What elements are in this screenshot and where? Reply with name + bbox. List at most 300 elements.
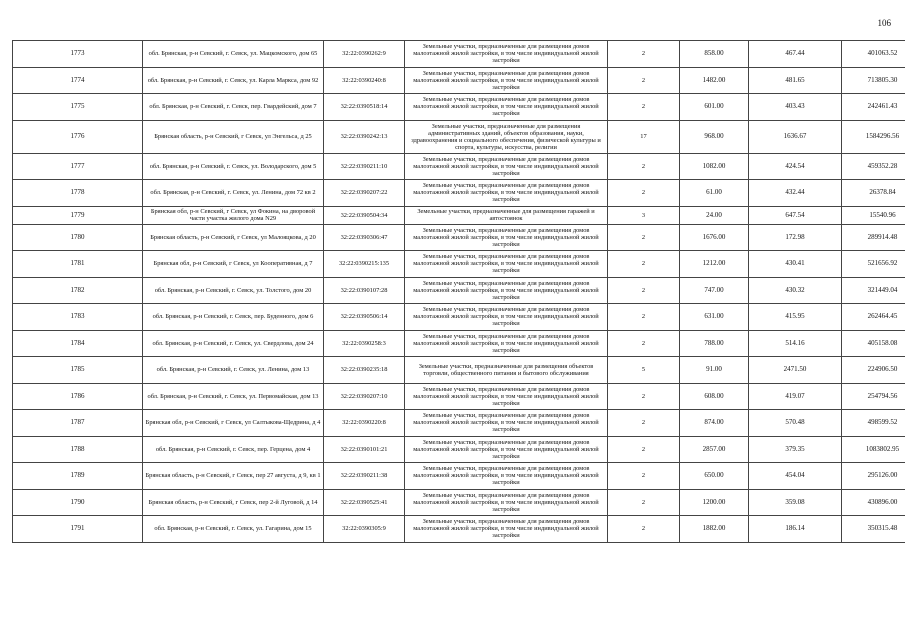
category-cell bbox=[608, 67, 680, 94]
row-number-text: 1787 bbox=[70, 418, 85, 427]
cadastral-number-cell-text: 32:22:0390305:9 bbox=[342, 525, 386, 533]
cadastral-value-cell bbox=[842, 516, 905, 543]
cadastral-value-cell-text: 15540.96 bbox=[869, 210, 896, 219]
specific-value-cell bbox=[749, 120, 842, 153]
address-cell-text: Брянская обл, р-н Севский, г Севск, ул Кооперативная, д 7 bbox=[153, 260, 313, 268]
cadastral-number-cell-text: 32:22:0390207:10 bbox=[340, 392, 388, 400]
row-number bbox=[13, 410, 143, 437]
row-number-text: 1784 bbox=[70, 338, 85, 347]
area-cell bbox=[680, 463, 749, 490]
land-use-cell bbox=[405, 251, 608, 278]
row-number bbox=[13, 489, 143, 516]
cadastral-value-cell-text: 242461.43 bbox=[867, 102, 898, 111]
cadastral-number-cell bbox=[324, 463, 405, 490]
address-cell bbox=[143, 224, 324, 251]
cadastral-value-cell-text: 498599.52 bbox=[867, 418, 898, 427]
cadastral-value-cell bbox=[842, 330, 905, 357]
address-cell-text: обл. Брянская, р-н Севский, г. Севск, ул. Володарского, дом 5 bbox=[149, 162, 317, 170]
land-use-cell bbox=[405, 120, 608, 153]
specific-value-cell-text: 647.54 bbox=[785, 210, 805, 219]
area-cell-text: 601.00 bbox=[704, 102, 724, 111]
land-use-cell bbox=[405, 180, 608, 207]
specific-value-cell bbox=[749, 41, 842, 68]
address-cell-text: обл. Брянская, р-н Севский, г. Севск, ул. Гагарина, дом 15 bbox=[154, 525, 312, 533]
category-cell bbox=[608, 153, 680, 180]
category-cell bbox=[608, 516, 680, 543]
specific-value-cell bbox=[749, 357, 842, 384]
land-use-cell-text: Земельные участки, предназначенные для размещения домов малоэтажной жилой застройки, в том числе индивидуальной жилой застройки bbox=[413, 412, 599, 434]
area-cell bbox=[680, 436, 749, 463]
address-cell bbox=[143, 251, 324, 278]
cadastral-number-cell bbox=[324, 120, 405, 153]
specific-value-cell-text: 379.35 bbox=[785, 444, 805, 453]
category-cell-text: 17 bbox=[640, 133, 647, 140]
cadastral-value-cell bbox=[842, 41, 905, 68]
cadastral-value-cell-text: 401063.52 bbox=[867, 49, 898, 58]
row-number bbox=[13, 277, 143, 304]
cadastral-value-cell bbox=[842, 463, 905, 490]
area-cell-text: 874.00 bbox=[704, 418, 724, 427]
land-use-cell bbox=[405, 67, 608, 94]
table-row bbox=[13, 436, 905, 463]
cadastral-number-cell-text: 32:22:0390258:3 bbox=[342, 339, 386, 347]
category-cell bbox=[608, 94, 680, 121]
area-cell-text: 788.00 bbox=[704, 338, 724, 347]
row-number-text: 1777 bbox=[70, 161, 85, 170]
cadastral-number-cell-text: 32:22:0390506:14 bbox=[340, 313, 388, 321]
specific-value-cell-text: 481.65 bbox=[785, 75, 805, 84]
table-row bbox=[13, 277, 905, 304]
cadastral-value-cell bbox=[842, 277, 905, 304]
table-row bbox=[13, 224, 905, 251]
category-cell-text: 5 bbox=[641, 366, 646, 374]
row-number bbox=[13, 357, 143, 384]
area-cell-text: 1882.00 bbox=[702, 524, 726, 533]
cadastral-value-cell-text: 405158.08 bbox=[867, 338, 898, 347]
area-cell-text: 968.00 bbox=[704, 132, 724, 140]
row-number bbox=[13, 304, 143, 331]
area-cell bbox=[680, 153, 749, 180]
address-cell-text: обл. Брянская, р-н Севский, г. Севск, ул. Карла Маркса, дом 92 bbox=[147, 76, 319, 84]
row-number bbox=[13, 330, 143, 357]
area-cell bbox=[680, 410, 749, 437]
area-cell bbox=[680, 224, 749, 251]
row-number bbox=[13, 383, 143, 410]
cadastral-number-cell-text: 32:22:0390101:21 bbox=[340, 445, 388, 453]
land-use-cell bbox=[405, 410, 608, 437]
category-cell bbox=[608, 180, 680, 207]
cadastral-value-cell-text: 430896.00 bbox=[867, 497, 898, 506]
land-use-cell-text: Земельные участки, предназначенные для размещения домов малоэтажной жилой застройки, в том числе индивидуальной жилой застройки bbox=[413, 155, 599, 177]
address-cell bbox=[143, 304, 324, 331]
row-number bbox=[13, 436, 143, 463]
category-cell-text: 2 bbox=[641, 50, 646, 58]
table-row bbox=[13, 410, 905, 437]
cadastral-number-cell bbox=[324, 251, 405, 278]
cadastral-number-cell bbox=[324, 383, 405, 410]
cadastral-number-cell-text: 32:22:0390518:14 bbox=[340, 103, 388, 111]
category-cell-text: 2 bbox=[641, 189, 646, 197]
land-use-cell bbox=[405, 489, 608, 516]
specific-value-cell-text: 186.14 bbox=[785, 524, 805, 533]
address-cell bbox=[143, 41, 324, 68]
land-use-cell-text: Земельные участки, предназначенные для размещения домов малоэтажной жилой застройки, в том числе индивидуальной жилой застройки bbox=[413, 438, 599, 460]
category-cell-text: 2 bbox=[641, 445, 646, 453]
category-cell bbox=[608, 41, 680, 68]
category-cell bbox=[608, 206, 680, 224]
cadastral-number-cell-text: 32:22:0390207:22 bbox=[340, 189, 388, 197]
cadastral-value-cell-text: 262464.45 bbox=[867, 312, 898, 321]
address-cell-text: Брянская область, р-н Севский, г Севск, ул Энгельса, д 25 bbox=[154, 133, 312, 140]
specific-value-cell-text: 467.44 bbox=[785, 49, 805, 58]
cadastral-value-cell bbox=[842, 153, 905, 180]
land-use-cell bbox=[405, 153, 608, 180]
cadastral-value-cell bbox=[842, 436, 905, 463]
specific-value-cell-text: 454.04 bbox=[785, 471, 805, 480]
category-cell-text: 2 bbox=[641, 419, 646, 427]
cadastral-value-cell-text: 224906.50 bbox=[867, 365, 898, 374]
land-use-cell-text: Земельные участки, предназначенные для размещения домов малоэтажной жилой застройки, в том числе индивидуальной жилой застройки bbox=[413, 279, 599, 301]
category-cell-text: 2 bbox=[641, 313, 646, 321]
area-cell-text: 631.00 bbox=[704, 312, 724, 321]
row-number-text: 1773 bbox=[70, 49, 85, 58]
land-use-cell bbox=[405, 41, 608, 68]
cadastral-number-cell bbox=[324, 304, 405, 331]
cadastral-number-cell bbox=[324, 153, 405, 180]
address-cell-text: Брянская обл, р-н Севский, г Севск, ул Салтыкова-Щедрина, д 4 bbox=[145, 419, 321, 427]
cadastral-number-cell-text: 32:22:0390211:38 bbox=[340, 472, 388, 480]
specific-value-cell bbox=[749, 304, 842, 331]
land-use-cell-text: Земельные участки, предназначенные для размещения административных зданий, объектов образования, науки, здравоохранения и социального обеспечения, физической культуры и спорта, культуры, искусства, религии bbox=[411, 122, 601, 151]
row-number bbox=[13, 67, 143, 94]
cadastral-value-cell bbox=[842, 120, 905, 153]
category-cell bbox=[608, 410, 680, 437]
area-cell bbox=[680, 41, 749, 68]
land-use-cell-text: Земельные участки, предназначенные для размещения домов малоэтажной жилой застройки, в том числе индивидуальной жилой застройки bbox=[413, 306, 599, 328]
row-number-text: 1788 bbox=[70, 444, 85, 453]
cadastral-number-cell-text: 32:22:0390306:47 bbox=[340, 233, 388, 241]
land-use-cell-text: Земельные участки, предназначенные для размещения гаражей и автостоянок bbox=[417, 208, 595, 222]
area-cell-text: 91.00 bbox=[706, 365, 722, 374]
land-use-cell-text: Земельные участки, предназначенные для размещения домов малоэтажной жилой застройки, в том числе индивидуальной жилой застройки bbox=[413, 226, 599, 248]
specific-value-cell bbox=[749, 330, 842, 357]
category-cell bbox=[608, 436, 680, 463]
area-cell-text: 1482.00 bbox=[702, 75, 726, 84]
category-cell bbox=[608, 120, 680, 153]
land-registry-table bbox=[12, 40, 905, 543]
cadastral-value-cell bbox=[842, 67, 905, 94]
row-number bbox=[13, 41, 143, 68]
area-cell bbox=[680, 330, 749, 357]
cadastral-value-cell-text: 1584296.56 bbox=[865, 132, 900, 140]
address-cell bbox=[143, 153, 324, 180]
area-cell bbox=[680, 277, 749, 304]
specific-value-cell bbox=[749, 206, 842, 224]
row-number-text: 1786 bbox=[70, 391, 85, 400]
land-use-cell-text: Земельные участки, предназначенные для размещения домов малоэтажной жилой застройки, в том числе индивидуальной жилой застройки bbox=[413, 96, 599, 118]
table-row bbox=[13, 41, 905, 68]
land-use-cell-text: Земельные участки, предназначенные для размещения домов малоэтажной жилой застройки, в том числе индивидуальной жилой застройки bbox=[413, 182, 599, 204]
specific-value-cell-text: 514.16 bbox=[785, 338, 805, 347]
page-number: 106 bbox=[877, 18, 891, 28]
address-cell-text: обл. Брянская, р-н Севский, г. Севск, ул. Мацкомского, дом 65 bbox=[148, 50, 318, 58]
row-number-text: 1774 bbox=[70, 75, 85, 84]
address-cell-text: Брянская область, р-н Севский, г Севск, пер 27 августа, д 9, кв 1 bbox=[145, 472, 321, 480]
land-use-cell bbox=[405, 224, 608, 251]
cadastral-value-cell-text: 459352.28 bbox=[867, 161, 898, 170]
cadastral-number-cell-text: 32:22:0390262:9 bbox=[342, 50, 386, 58]
cadastral-number-cell bbox=[324, 67, 405, 94]
specific-value-cell-text: 430.32 bbox=[785, 285, 805, 294]
area-cell bbox=[680, 180, 749, 207]
cadastral-number-cell bbox=[324, 224, 405, 251]
table-row bbox=[13, 67, 905, 94]
land-use-cell bbox=[405, 304, 608, 331]
land-use-cell bbox=[405, 206, 608, 224]
area-cell-text: 1082.00 bbox=[702, 161, 726, 170]
category-cell bbox=[608, 357, 680, 384]
row-number bbox=[13, 153, 143, 180]
category-cell bbox=[608, 277, 680, 304]
cadastral-number-cell-text: 32:22:0390220:8 bbox=[342, 419, 386, 427]
category-cell-text: 2 bbox=[641, 472, 646, 480]
row-number bbox=[13, 180, 143, 207]
land-use-cell bbox=[405, 277, 608, 304]
category-cell-text: 3 bbox=[641, 211, 646, 219]
cadastral-number-cell bbox=[324, 436, 405, 463]
address-cell-text: обл. Брянская, р-н Севский, г. Севск, пер. Гвардейский, дом 7 bbox=[149, 103, 317, 111]
row-number bbox=[13, 206, 143, 224]
category-cell bbox=[608, 489, 680, 516]
specific-value-cell bbox=[749, 67, 842, 94]
cadastral-number-cell bbox=[324, 41, 405, 68]
address-cell-text: Брянская область, р-н Севский, г Севск, ул Малояцкова, д 20 bbox=[150, 233, 316, 241]
address-cell bbox=[143, 330, 324, 357]
specific-value-cell bbox=[749, 489, 842, 516]
cadastral-value-cell-text: 295126.00 bbox=[867, 471, 898, 480]
specific-value-cell bbox=[749, 436, 842, 463]
row-number-text: 1790 bbox=[70, 497, 85, 506]
address-cell bbox=[143, 489, 324, 516]
area-cell-text: 61.00 bbox=[706, 188, 722, 197]
table-row bbox=[13, 489, 905, 516]
table-row bbox=[13, 516, 905, 543]
area-cell bbox=[680, 120, 749, 153]
row-number-text: 1791 bbox=[70, 524, 85, 533]
table-row bbox=[13, 120, 905, 153]
cadastral-value-cell bbox=[842, 489, 905, 516]
address-cell bbox=[143, 357, 324, 384]
area-cell bbox=[680, 516, 749, 543]
cadastral-number-cell bbox=[324, 94, 405, 121]
area-cell bbox=[680, 357, 749, 384]
row-number bbox=[13, 251, 143, 278]
cadastral-number-cell bbox=[324, 206, 405, 224]
cadastral-value-cell bbox=[842, 206, 905, 224]
specific-value-cell bbox=[749, 153, 842, 180]
category-cell-text: 2 bbox=[641, 392, 646, 400]
table-row bbox=[13, 383, 905, 410]
land-use-cell bbox=[405, 94, 608, 121]
specific-value-cell-text: 424.54 bbox=[785, 161, 805, 170]
table-row bbox=[13, 304, 905, 331]
land-use-cell-text: Земельные участки, предназначенные для размещения объектов торговли, общественного питания и бытового обслуживания bbox=[418, 362, 594, 377]
cadastral-number-cell-text: 32:22:0390211:10 bbox=[340, 162, 388, 170]
specific-value-cell bbox=[749, 463, 842, 490]
table-row bbox=[13, 206, 905, 224]
cadastral-number-cell bbox=[324, 357, 405, 384]
address-cell bbox=[143, 67, 324, 94]
cadastral-number-cell bbox=[324, 277, 405, 304]
cadastral-value-cell-text: 1083802.95 bbox=[865, 444, 900, 453]
land-use-cell-text: Земельные участки, предназначенные для размещения домов малоэтажной жилой застройки, в том числе индивидуальной жилой застройки bbox=[413, 491, 599, 513]
category-cell-text: 2 bbox=[641, 498, 646, 506]
row-number-text: 1785 bbox=[70, 365, 85, 374]
category-cell-text: 2 bbox=[641, 525, 646, 533]
address-cell-text: обл. Брянская, р-н Севский, г. Севск, ул. Ленина, дом 13 bbox=[156, 366, 310, 374]
land-use-cell bbox=[405, 330, 608, 357]
area-cell-text: 24.00 bbox=[706, 210, 722, 219]
specific-value-cell-text: 2471.50 bbox=[783, 365, 807, 374]
area-cell-text: 1200.00 bbox=[702, 497, 726, 506]
cadastral-value-cell bbox=[842, 94, 905, 121]
row-number-text: 1783 bbox=[70, 312, 85, 321]
row-number-text: 1789 bbox=[70, 471, 85, 480]
category-cell-text: 2 bbox=[641, 260, 646, 268]
specific-value-cell bbox=[749, 180, 842, 207]
row-number bbox=[13, 463, 143, 490]
row-number-text: 1776 bbox=[70, 132, 85, 140]
cadastral-number-cell bbox=[324, 180, 405, 207]
land-use-cell-text: Земельные участки, предназначенные для размещения домов малоэтажной жилой застройки, в том числе индивидуальной жилой застройки bbox=[413, 465, 599, 487]
specific-value-cell bbox=[749, 383, 842, 410]
address-cell-text: Брянская обл, р-н Севский, г Севск, ул Фокина, на дворовой части участка жилого дома N29 bbox=[150, 208, 316, 222]
area-cell bbox=[680, 67, 749, 94]
table-row bbox=[13, 357, 905, 384]
land-use-cell-text: Земельные участки, предназначенные для размещения домов малоэтажной жилой застройки, в том числе индивидуальной жилой застройки bbox=[413, 518, 599, 540]
area-cell bbox=[680, 489, 749, 516]
address-cell-text: обл. Брянская, р-н Севский, г. Севск, пер. Герцена, дом 4 bbox=[155, 445, 311, 453]
specific-value-cell-text: 172.98 bbox=[785, 232, 805, 241]
area-cell-text: 2857.00 bbox=[702, 444, 726, 453]
cadastral-value-cell bbox=[842, 357, 905, 384]
specific-value-cell bbox=[749, 94, 842, 121]
address-cell-text: обл. Брянская, р-н Севский, г. Севск, ул. Толстого, дом 20 bbox=[154, 286, 312, 294]
category-cell bbox=[608, 383, 680, 410]
area-cell bbox=[680, 304, 749, 331]
cadastral-value-cell-text: 321449.04 bbox=[867, 285, 898, 294]
category-cell-text: 2 bbox=[641, 162, 646, 170]
address-cell-text: обл. Брянская, р-н Севский, г. Севск, ул. Первомайская, дом 13 bbox=[147, 392, 319, 400]
cadastral-value-cell bbox=[842, 224, 905, 251]
address-cell bbox=[143, 383, 324, 410]
cadastral-number-cell-text: 32:22:0390240:8 bbox=[342, 76, 386, 84]
cadastral-value-cell bbox=[842, 410, 905, 437]
category-cell-text: 2 bbox=[641, 76, 646, 84]
category-cell bbox=[608, 251, 680, 278]
specific-value-cell bbox=[749, 516, 842, 543]
land-use-cell bbox=[405, 436, 608, 463]
address-cell bbox=[143, 463, 324, 490]
category-cell bbox=[608, 304, 680, 331]
category-cell bbox=[608, 330, 680, 357]
category-cell bbox=[608, 224, 680, 251]
address-cell bbox=[143, 180, 324, 207]
specific-value-cell bbox=[749, 410, 842, 437]
cadastral-value-cell-text: 26378.84 bbox=[869, 188, 896, 197]
cadastral-value-cell bbox=[842, 180, 905, 207]
cadastral-number-cell-text: 32:22:0390107:28 bbox=[340, 286, 388, 294]
area-cell bbox=[680, 251, 749, 278]
row-number-text: 1775 bbox=[70, 102, 85, 111]
address-cell-text: обл. Брянская, р-н Севский, г. Севск, пер. Буденного, дом 6 bbox=[152, 313, 314, 321]
cadastral-number-cell-text: 32:22:0390235:18 bbox=[340, 366, 388, 374]
cadastral-value-cell bbox=[842, 251, 905, 278]
cadastral-number-cell bbox=[324, 489, 405, 516]
cadastral-number-cell-text: 32:22:0390242:13 bbox=[340, 133, 388, 140]
cadastral-value-cell-text: 521656.92 bbox=[867, 259, 898, 268]
table-row bbox=[13, 330, 905, 357]
specific-value-cell-text: 432.44 bbox=[785, 188, 805, 197]
area-cell-text: 608.00 bbox=[704, 391, 724, 400]
table-row bbox=[13, 180, 905, 207]
specific-value-cell-text: 419.07 bbox=[785, 391, 805, 400]
specific-value-cell-text: 1636.67 bbox=[783, 132, 807, 140]
cadastral-number-cell-text: 32:22:0390504:34 bbox=[340, 211, 388, 219]
row-number bbox=[13, 94, 143, 121]
land-use-cell-text: Земельные участки, предназначенные для размещения домов малоэтажной жилой застройки, в том числе индивидуальной жилой застройки bbox=[413, 332, 599, 354]
specific-value-cell-text: 430.41 bbox=[785, 259, 805, 268]
cadastral-value-cell bbox=[842, 383, 905, 410]
table-row bbox=[13, 463, 905, 490]
land-use-cell bbox=[405, 463, 608, 490]
cadastral-number-cell bbox=[324, 410, 405, 437]
land-use-cell-text: Земельные участки, предназначенные для размещения домов малоэтажной жилой застройки, в том числе индивидуальной жилой застройки bbox=[413, 43, 599, 65]
cadastral-number-cell bbox=[324, 516, 405, 543]
land-use-cell bbox=[405, 357, 608, 384]
land-use-cell bbox=[405, 516, 608, 543]
row-number-text: 1779 bbox=[70, 210, 85, 219]
cadastral-value-cell-text: 289914.48 bbox=[867, 232, 898, 241]
land-use-cell-text: Земельные участки, предназначенные для размещения домов малоэтажной жилой застройки, в том числе индивидуальной жилой застройки bbox=[413, 385, 599, 407]
land-use-cell bbox=[405, 383, 608, 410]
row-number-text: 1778 bbox=[70, 188, 85, 197]
specific-value-cell-text: 415.95 bbox=[785, 312, 805, 321]
cadastral-number-cell bbox=[324, 330, 405, 357]
row-number bbox=[13, 224, 143, 251]
land-use-cell-text: Земельные участки, предназначенные для размещения домов малоэтажной жилой застройки, в том числе индивидуальной жилой застройки bbox=[413, 69, 599, 91]
address-cell-text: Брянская область, р-н Севский, г Севск, пер 2-й Луговой, д 14 bbox=[148, 498, 318, 506]
address-cell bbox=[143, 436, 324, 463]
area-cell-text: 1676.00 bbox=[702, 232, 726, 241]
category-cell bbox=[608, 463, 680, 490]
specific-value-cell bbox=[749, 251, 842, 278]
address-cell bbox=[143, 516, 324, 543]
category-cell-text: 2 bbox=[641, 103, 646, 111]
area-cell-text: 747.00 bbox=[704, 285, 724, 294]
row-number-text: 1781 bbox=[70, 259, 85, 268]
address-cell bbox=[143, 206, 324, 224]
category-cell-text: 2 bbox=[641, 339, 646, 347]
table-row bbox=[13, 251, 905, 278]
cadastral-value-cell-text: 350315.48 bbox=[867, 524, 898, 533]
row-number-text: 1782 bbox=[70, 285, 85, 294]
specific-value-cell-text: 403.43 bbox=[785, 102, 805, 111]
address-cell-text: обл. Брянская, р-н Севский, г. Севск, ул. Свердлова, дом 24 bbox=[152, 339, 314, 347]
area-cell-text: 650.00 bbox=[704, 471, 724, 480]
row-number-text: 1780 bbox=[70, 232, 85, 241]
table-row bbox=[13, 153, 905, 180]
